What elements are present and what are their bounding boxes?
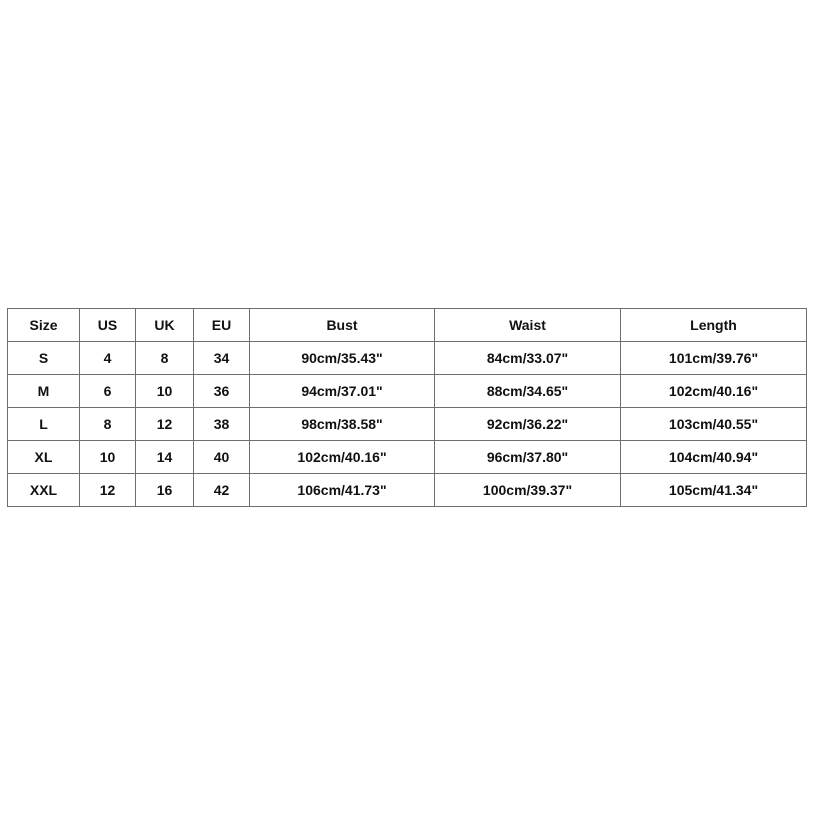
header-uk: UK xyxy=(136,309,194,342)
cell-waist: 84cm/33.07" xyxy=(435,342,621,375)
cell-eu: 34 xyxy=(194,342,250,375)
cell-uk: 12 xyxy=(136,408,194,441)
cell-us: 4 xyxy=(80,342,136,375)
cell-eu: 40 xyxy=(194,441,250,474)
cell-bust: 98cm/38.58" xyxy=(250,408,435,441)
cell-length: 101cm/39.76" xyxy=(621,342,807,375)
cell-uk: 10 xyxy=(136,375,194,408)
header-waist: Waist xyxy=(435,309,621,342)
cell-us: 12 xyxy=(80,474,136,507)
cell-waist: 96cm/37.80" xyxy=(435,441,621,474)
cell-size: S xyxy=(8,342,80,375)
cell-us: 8 xyxy=(80,408,136,441)
cell-bust: 94cm/37.01" xyxy=(250,375,435,408)
cell-length: 104cm/40.94" xyxy=(621,441,807,474)
header-row xyxy=(8,309,807,342)
header-length: Length xyxy=(621,309,807,342)
cell-uk: 8 xyxy=(136,342,194,375)
table-row xyxy=(8,375,807,408)
table-row xyxy=(8,408,807,441)
cell-eu: 36 xyxy=(194,375,250,408)
header-eu: EU xyxy=(194,309,250,342)
header-bust: Bust xyxy=(250,309,435,342)
cell-eu: 42 xyxy=(194,474,250,507)
cell-size: XXL xyxy=(8,474,80,507)
table-row xyxy=(8,474,807,507)
size-chart-table xyxy=(7,308,807,507)
cell-size: M xyxy=(8,375,80,408)
cell-waist: 100cm/39.37" xyxy=(435,474,621,507)
table-row xyxy=(8,441,807,474)
cell-bust: 90cm/35.43" xyxy=(250,342,435,375)
cell-uk: 16 xyxy=(136,474,194,507)
cell-eu: 38 xyxy=(194,408,250,441)
table-row xyxy=(8,342,807,375)
header-us: US xyxy=(80,309,136,342)
cell-waist: 92cm/36.22" xyxy=(435,408,621,441)
cell-size: XL xyxy=(8,441,80,474)
cell-length: 103cm/40.55" xyxy=(621,408,807,441)
cell-waist: 88cm/34.65" xyxy=(435,375,621,408)
cell-bust: 102cm/40.16" xyxy=(250,441,435,474)
cell-uk: 14 xyxy=(136,441,194,474)
cell-us: 10 xyxy=(80,441,136,474)
header-size: Size xyxy=(8,309,80,342)
cell-bust: 106cm/41.73" xyxy=(250,474,435,507)
cell-length: 105cm/41.34" xyxy=(621,474,807,507)
cell-length: 102cm/40.16" xyxy=(621,375,807,408)
cell-us: 6 xyxy=(80,375,136,408)
cell-size: L xyxy=(8,408,80,441)
